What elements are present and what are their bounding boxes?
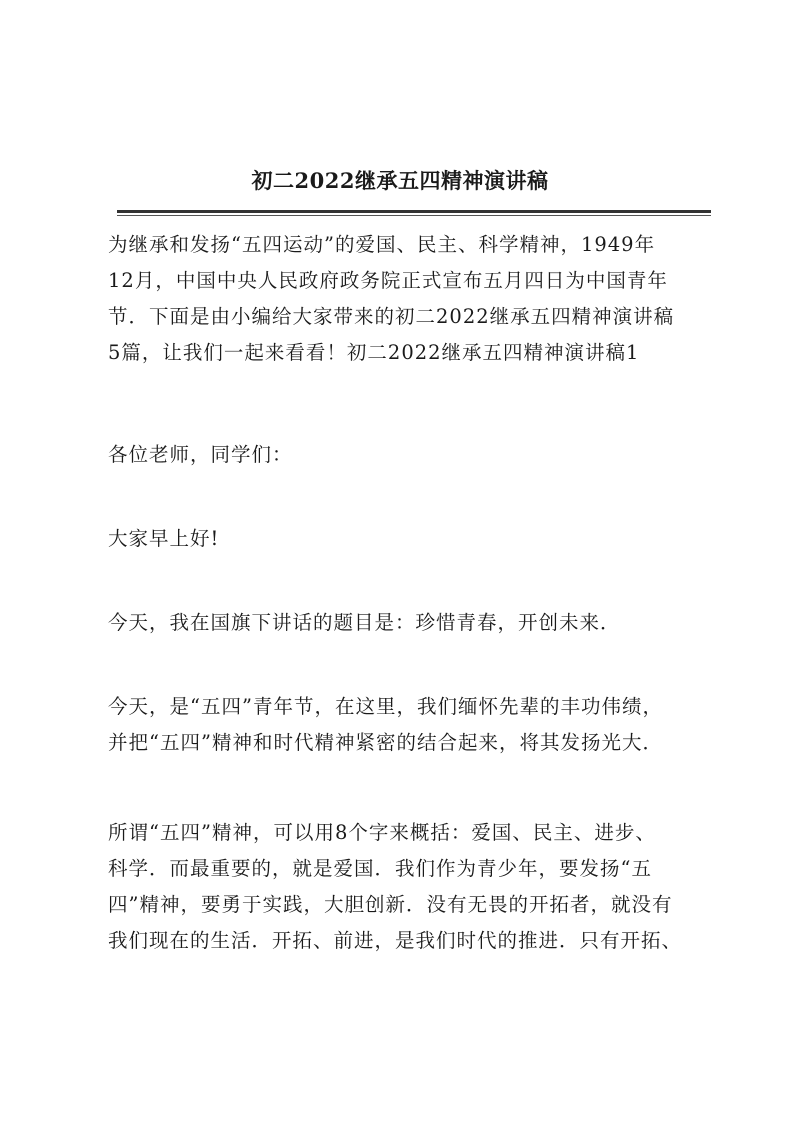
paragraph-line: 今天，我在国旗下讲话的题目是：珍惜青春，开创未来．	[108, 611, 621, 634]
paragraph-greeting-morning	[108, 521, 708, 557]
paragraph-line: 5篇，让我们一起来看看！初二2022继承五四精神演讲稿1	[108, 341, 640, 364]
paragraph-intro	[108, 227, 708, 371]
paragraph-greeting-audience	[108, 437, 708, 473]
paragraph-may-fourth-spirit	[108, 815, 708, 959]
paragraph-youth-day	[108, 689, 708, 761]
document-title: 初二2022继承五四精神演讲稿	[251, 168, 549, 193]
title-rule-thin	[117, 215, 711, 216]
paragraph-line: 今天，是“五四”青年节，在这里，我们缅怀先辈的丰功伟绩，	[108, 695, 663, 718]
paragraph-line: 科学．而最重要的，就是爱国．我们作为青少年，要发扬“五	[108, 857, 652, 880]
paragraph-line: 我们现在的生活．开拓、前进，是我们时代的推进．只有开拓、	[108, 929, 683, 952]
title-rule-thick	[117, 210, 711, 213]
paragraph-topic	[108, 605, 708, 641]
paragraph-line: 为继承和发扬“五四运动”的爱国、民主、科学精神，1949年	[108, 233, 656, 256]
paragraph-line: 大家早上好!	[108, 527, 220, 550]
paragraph-line: 四”精神，要勇于实践，大胆创新．没有无畏的开拓者，就没有	[108, 893, 673, 916]
paragraph-line: 各位老师，同学们：	[108, 443, 293, 466]
paragraph-line: 并把“五四”精神和时代精神紧密的结合起来，将其发扬光大．	[108, 731, 663, 754]
paragraph-line: 节．下面是由小编给大家带来的初二2022继承五四精神演讲稿	[108, 305, 675, 328]
paragraph-line: 所谓“五四”精神，可以用8个字来概括：爱国、民主、进步、	[108, 821, 656, 844]
paragraph-line: 12月，中国中央人民政府政务院正式宣布五月四日为中国青年	[108, 269, 668, 292]
